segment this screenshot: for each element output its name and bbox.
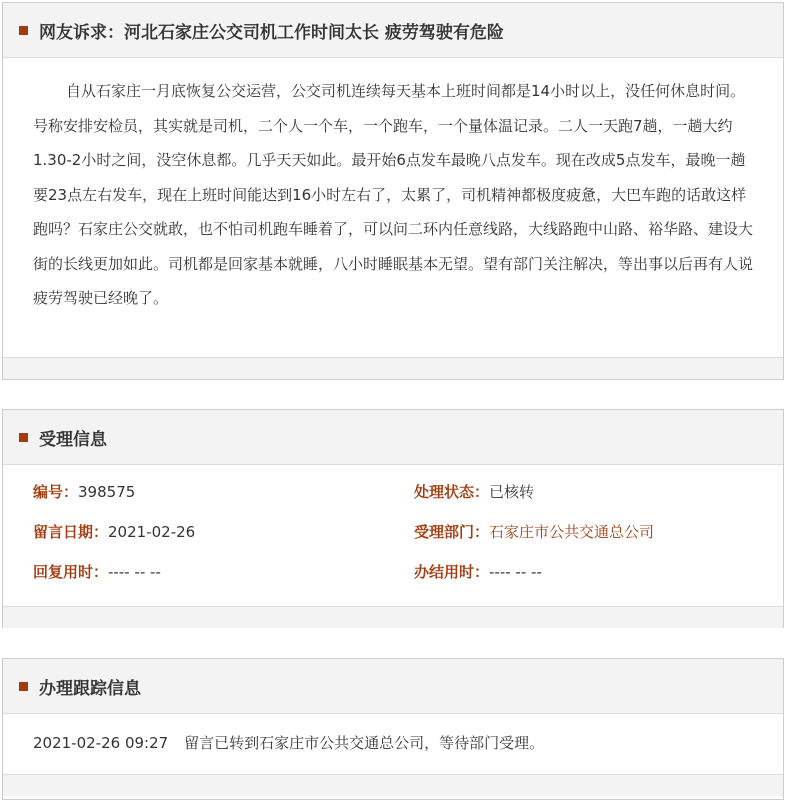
dept-field (414, 512, 654, 552)
acceptance-footer (3, 606, 783, 628)
done-time-value: ---- -- -- (489, 563, 542, 581)
done-time-label: 办结用时： (414, 563, 490, 581)
tracking-entry (33, 714, 753, 773)
status-label: 处理状态： (414, 483, 490, 501)
title-bullet-icon (19, 433, 28, 442)
number-field (33, 472, 135, 512)
date-value: 2021-02-26 (108, 523, 196, 541)
reply-time-value: ---- -- -- (108, 563, 161, 581)
title-bullet-icon (19, 682, 28, 691)
title-bullet-icon (19, 26, 28, 35)
acceptance-header (3, 410, 783, 465)
number-value: 398575 (78, 483, 136, 501)
acceptance-panel (2, 409, 784, 628)
acceptance-body (3, 465, 783, 606)
reply-time-label: 回复用时： (33, 563, 109, 581)
reply-time-field (33, 552, 161, 592)
complaint-header (3, 3, 783, 58)
tracking-header (3, 659, 783, 714)
number-label: 编号： (33, 483, 79, 501)
acceptance-title: 受理信息 (39, 429, 107, 450)
tracking-body (3, 714, 783, 774)
complaint-panel (2, 2, 784, 380)
tracking-panel (2, 658, 784, 800)
status-value: 已核转 (489, 483, 535, 501)
date-field (33, 512, 195, 552)
tracking-entry-time: 2021-02-26 09:27 (33, 734, 169, 752)
info-row-reply-done (3, 552, 783, 592)
complaint-footer (3, 357, 783, 379)
tracking-title: 办理跟踪信息 (39, 678, 141, 699)
tracking-entry-text: 留言已转到石家庄市公共交通总公司，等待部门受理。 (184, 734, 545, 752)
dept-label: 受理部门： (414, 523, 490, 541)
status-field (414, 472, 534, 512)
complaint-body: 自从石家庄一月底恢复公交运营，公交司机连续每天基本上班时间都是14小时以上，没任何休息时间。号称安排安检员，其实就是司机，二个人一个车，一个跑车，一个量体温记录。二人一天跑7趟，一趟大约1.30-2小时之间，没空休息都。几乎天天如此。最开始6点发车最晚八点发车。现在改成5点发车，最晚一趟要23点左右发车，现在上班时间能达到16小时左右了，太累了，司机精神都极度疲惫，大巴车跑的话敢这样跑吗？石家庄公交就敢，也不怕司机跑车睡着了，可以问二环内任意线路，大线路跑中山路、裕华路、建设大街的长线更加如此。司机都是回家基本就睡，八小时睡眠基本无望。望有部门关注解决，等出事以后再有人说疲劳驾驶已经晚了。 (33, 82, 754, 307)
date-label: 留言日期： (33, 523, 109, 541)
tracking-footer (3, 774, 783, 796)
info-row-date-dept (3, 512, 783, 552)
dept-link[interactable]: 石家庄市公共交通总公司 (489, 523, 655, 541)
done-time-field (414, 552, 542, 592)
complaint-title: 网友诉求：河北石家庄公交司机工作时间太长 疲劳驾驶有危险 (39, 22, 504, 43)
info-row-number-status (3, 472, 783, 512)
